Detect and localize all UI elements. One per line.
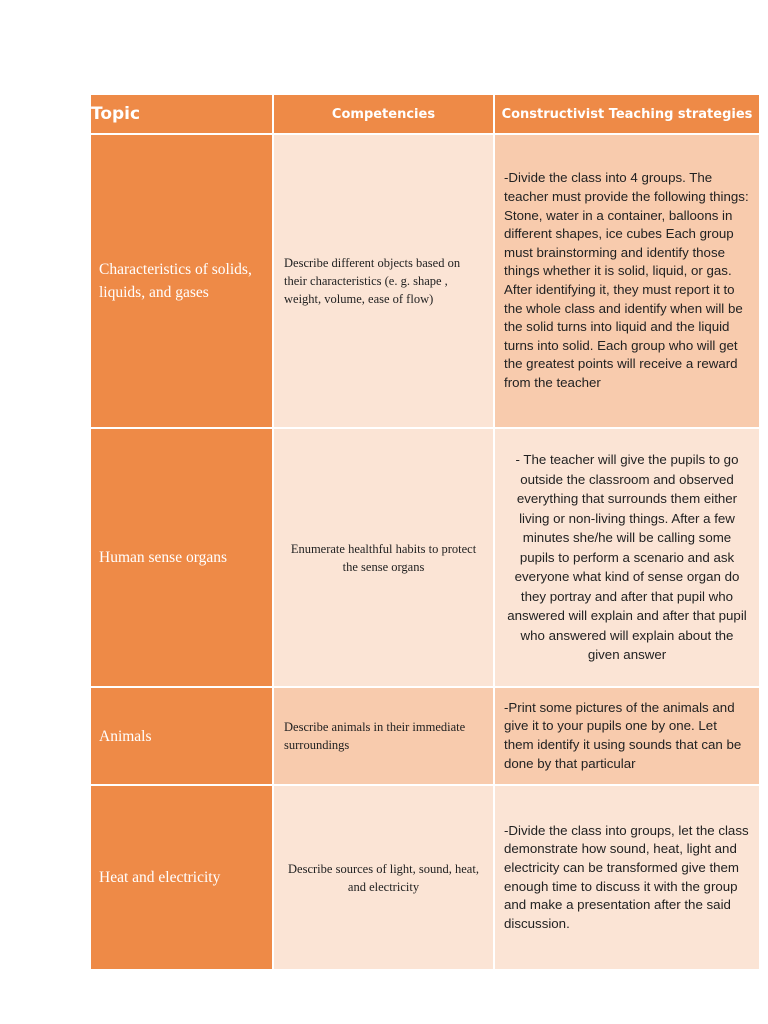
strategy-cell: -Print some pictures of the animals and give it to your pupils one by one. Let them identify it using sounds that can be done by that particular bbox=[494, 687, 760, 785]
table-row bbox=[90, 134, 760, 428]
competency-cell: Enumerate healthful habits to protect the sense organs bbox=[273, 428, 494, 687]
strategy-cell: - The teacher will give the pupils to go outside the classroom and observed everything that surrounds them either living or non-living things. After a few minutes she/he will be calling some pupils to perform a scenario and ask everyone what kind of sense organ do they portray and after that pupil who answered will explain and after that pupil who answered will explain about the given answer bbox=[494, 428, 760, 687]
table-row bbox=[90, 687, 760, 785]
competency-cell: Describe sources of light, sound, heat, and electricity bbox=[273, 785, 494, 970]
header-competencies: Competencies bbox=[273, 94, 494, 134]
topic-cell: Heat and electricity bbox=[90, 785, 273, 970]
strategy-cell: -Divide the class into groups, let the class demonstrate how sound, heat, light and electricity can be transformed give them enough time to discuss it with the group and make a presentation after the said discussion. bbox=[494, 785, 760, 970]
lesson-plan-table bbox=[89, 93, 761, 971]
header-row bbox=[90, 94, 760, 134]
table-row bbox=[90, 785, 760, 970]
header-topic: Topic bbox=[90, 94, 273, 134]
topic-cell: Characteristics of solids, liquids, and gases bbox=[90, 134, 273, 428]
strategy-cell: -Divide the class into 4 groups. The teacher must provide the following things: Stone, water in a container, balloons in different shapes, ice cubes Each group must brainstorming and identify those things whether it is solid, liquid, or gas. After identifying it, they must report it to the whole class and identify when will be the solid turns into liquid and the liquid turns into solid. Each group who will get the greatest points will receive a reward from the teacher bbox=[494, 134, 760, 428]
competency-cell: Describe animals in their immediate surroundings bbox=[273, 687, 494, 785]
table-row bbox=[90, 428, 760, 687]
competency-cell: Describe different objects based on their characteristics (e. g. shape , weight, volume, ease of flow) bbox=[273, 134, 494, 428]
topic-cell: Human sense organs bbox=[90, 428, 273, 687]
topic-cell: Animals bbox=[90, 687, 273, 785]
header-strategies: Constructivist Teaching strategies bbox=[494, 94, 760, 134]
